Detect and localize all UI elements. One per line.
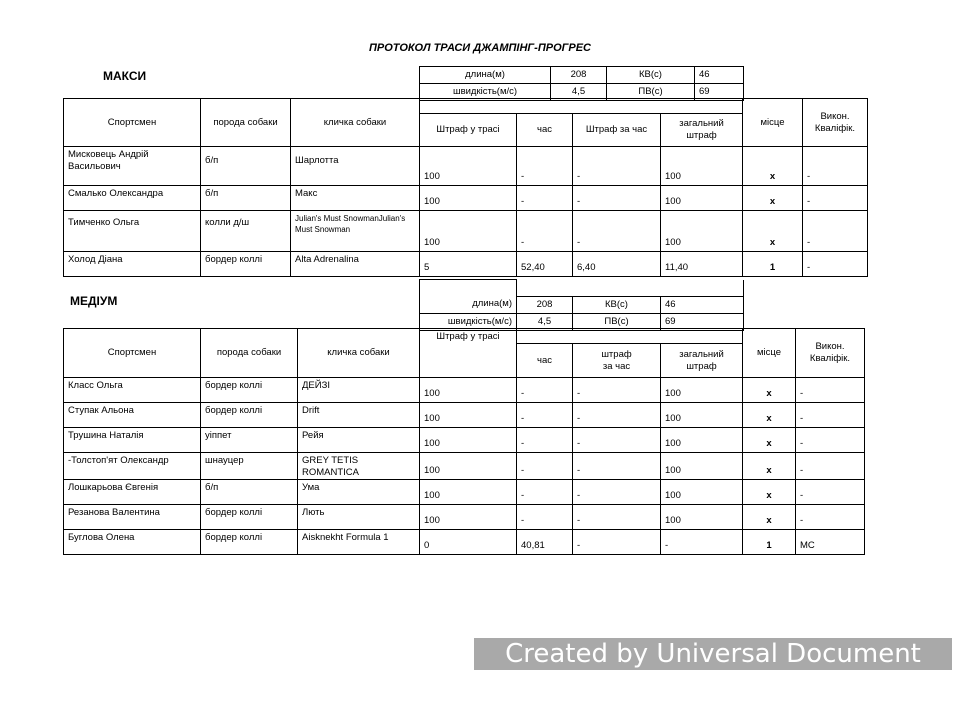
dog-name: Drift	[298, 403, 420, 428]
table-row	[64, 453, 865, 480]
place: x	[743, 186, 803, 211]
maxi-kv-label: КВ(с)	[607, 67, 695, 84]
section-title-medium: МЕДІУМ	[70, 294, 118, 308]
time: -	[517, 211, 573, 252]
athlete-name: Класс Ольга	[64, 378, 201, 403]
medium-header-qual: Викон. Кваліфік.	[796, 329, 865, 378]
medium-header-spacer	[517, 329, 743, 344]
time-penalty: -	[573, 480, 661, 505]
maxi-header-place: місце	[743, 99, 803, 147]
place: x	[743, 378, 796, 403]
maxi-kv-value: 46	[695, 67, 744, 84]
total-penalty: 100	[661, 428, 743, 453]
place: x	[743, 480, 796, 505]
maxi-length-label: длина(м)	[420, 67, 551, 84]
medium-speed-label: швидкість(м/с)	[420, 313, 517, 330]
total-penalty: 100	[661, 211, 743, 252]
table-row	[64, 252, 868, 277]
time: -	[517, 480, 573, 505]
maxi-header-time-penalty: Штраф за час	[573, 114, 661, 147]
total-penalty: 11,40	[661, 252, 743, 277]
total-penalty: 100	[661, 147, 743, 186]
medium-kv-value: 46	[661, 296, 744, 313]
dog-breed: шнауцер	[201, 453, 298, 480]
qualification: -	[796, 453, 865, 480]
maxi-header-time: час	[517, 114, 573, 147]
place: x	[743, 428, 796, 453]
medium-header-time-penalty	[573, 344, 661, 378]
info-spacer	[420, 280, 517, 297]
time: -	[517, 428, 573, 453]
time-penalty: -	[573, 186, 661, 211]
qualification: -	[796, 480, 865, 505]
time: -	[517, 378, 573, 403]
place: x	[743, 505, 796, 530]
dog-breed: бордер коллі	[201, 378, 298, 403]
medium-length-label: длина(м)	[420, 296, 517, 313]
total-penalty: 100	[661, 505, 743, 530]
place: x	[743, 403, 796, 428]
time: 52,40	[517, 252, 573, 277]
athlete-name: Тимченко Ольга	[64, 211, 201, 252]
medium-header-course-penalty: Штраф у трасі	[420, 329, 517, 378]
table-row	[64, 530, 865, 555]
total-penalty: 100	[661, 186, 743, 211]
table-row	[64, 403, 865, 428]
time-penalty: -	[573, 378, 661, 403]
total-penalty: 100	[661, 403, 743, 428]
medium-pv-label: ПВ(с)	[573, 313, 661, 330]
qualification: МС	[796, 530, 865, 555]
course-penalty: 100	[420, 147, 517, 186]
section-title-maxi: МАКСИ	[103, 69, 147, 83]
time: -	[517, 403, 573, 428]
dog-name: GREY TETIS ROMANTICA	[298, 453, 420, 480]
maxi-header-dog: кличка собаки	[291, 99, 420, 147]
qualification: -	[796, 428, 865, 453]
course-penalty: 100	[420, 211, 517, 252]
dog-breed: колли д/ш	[201, 211, 291, 252]
time: -	[517, 186, 573, 211]
medium-kv-label: КВ(с)	[573, 296, 661, 313]
medium-header-breed: порода собаки	[201, 329, 298, 378]
athlete-name: Смалько Олександра	[64, 186, 201, 211]
qualification: -	[803, 147, 868, 186]
qualification: -	[803, 186, 868, 211]
time-penalty: -	[573, 453, 661, 480]
time-penalty: -	[573, 147, 661, 186]
maxi-results-table	[63, 98, 868, 277]
course-penalty: 100	[420, 378, 517, 403]
medium-header-total-penalty: загальний штраф	[661, 344, 743, 378]
table-row	[64, 505, 865, 530]
medium-length-value: 208	[517, 296, 573, 313]
dog-name: Макс	[291, 186, 420, 211]
dog-breed: бордер коллі	[201, 403, 298, 428]
dog-name: ДЕЙЗІ	[298, 378, 420, 403]
maxi-header-qual: Викон. Кваліфік.	[803, 99, 868, 147]
maxi-course-info	[419, 66, 744, 101]
place: x	[743, 453, 796, 480]
maxi-header-course-penalty: Штраф у трасі	[420, 114, 517, 147]
table-row	[64, 186, 868, 211]
course-penalty: 100	[420, 480, 517, 505]
dog-name: Шарлотта	[291, 147, 420, 186]
course-penalty: 100	[420, 505, 517, 530]
course-penalty: 5	[420, 252, 517, 277]
table-row	[64, 480, 865, 505]
dog-name: Aisknekht Formula 1	[298, 530, 420, 555]
time-penalty-line1: штраф	[601, 348, 632, 360]
athlete-name: Холод Діана	[64, 252, 201, 277]
qualification: -	[803, 211, 868, 252]
course-penalty: 100	[420, 403, 517, 428]
maxi-header-athlete: Спортсмен	[64, 99, 201, 147]
course-penalty: 100	[420, 453, 517, 480]
qualification: -	[796, 403, 865, 428]
time-penalty: -	[573, 403, 661, 428]
maxi-pv-label: ПВ(с)	[607, 84, 695, 101]
medium-results-table	[63, 328, 865, 555]
qualification: -	[796, 505, 865, 530]
medium-header-dog: кличка собаки	[298, 329, 420, 378]
athlete-name: Ступак Альона	[64, 403, 201, 428]
time-penalty: -	[573, 428, 661, 453]
medium-course-info	[419, 279, 744, 331]
medium-header-athlete: Спортсмен	[64, 329, 201, 378]
maxi-header-total-penalty: загальний штраф	[661, 114, 743, 147]
time: -	[517, 147, 573, 186]
dog-breed: бордер коллі	[201, 505, 298, 530]
medium-header-time: час	[517, 344, 573, 378]
table-row	[64, 147, 868, 186]
dog-breed: бордер коллі	[201, 252, 291, 277]
watermark-banner: Created by Universal Document Converter	[474, 638, 952, 670]
course-penalty: 100	[420, 186, 517, 211]
athlete-name: Буглова Олена	[64, 530, 201, 555]
dog-breed: б/п	[201, 147, 291, 186]
dog-name: Рейя	[298, 428, 420, 453]
athlete-name: Резанова Валентина	[64, 505, 201, 530]
athlete-name: -Толстоп'ят Олександр	[64, 453, 201, 480]
dog-name: Ума	[298, 480, 420, 505]
table-row	[64, 211, 868, 252]
place: x	[743, 211, 803, 252]
qualification: -	[803, 252, 868, 277]
total-penalty: -	[661, 530, 743, 555]
place: x	[743, 147, 803, 186]
document-title: ПРОТОКОЛ ТРАСИ ДЖАМПІНГ-ПРОГРЕС	[369, 42, 591, 54]
time: -	[517, 453, 573, 480]
place: 1	[743, 252, 803, 277]
medium-speed-value: 4,5	[517, 313, 573, 330]
medium-pv-value: 69	[661, 313, 744, 330]
maxi-length-value: 208	[551, 67, 607, 84]
course-penalty: 100	[420, 428, 517, 453]
info-spacer	[661, 280, 744, 297]
info-spacer	[517, 280, 573, 297]
maxi-header-breed: порода собаки	[201, 99, 291, 147]
athlete-name: Лошкарьова Євгенія	[64, 480, 201, 505]
time: -	[517, 505, 573, 530]
total-penalty: 100	[661, 453, 743, 480]
total-penalty: 100	[661, 480, 743, 505]
dog-breed: уіппет	[201, 428, 298, 453]
info-spacer	[573, 280, 661, 297]
dog-breed: б/п	[201, 480, 298, 505]
dog-name: Alta Adrenalina	[291, 252, 420, 277]
athlete-name: Трушина Наталія	[64, 428, 201, 453]
dog-name: Лють	[298, 505, 420, 530]
total-penalty: 100	[661, 378, 743, 403]
table-row	[64, 378, 865, 403]
medium-header-place: місце	[743, 329, 796, 378]
maxi-speed-label: швидкість(м/с)	[420, 84, 551, 101]
time-penalty: -	[573, 505, 661, 530]
time-penalty: -	[573, 530, 661, 555]
table-row	[64, 428, 865, 453]
course-penalty: 0	[420, 530, 517, 555]
time-penalty: -	[573, 211, 661, 252]
qualification: -	[796, 378, 865, 403]
time-penalty: 6,40	[573, 252, 661, 277]
maxi-pv-value: 69	[695, 84, 744, 101]
dog-breed: б/п	[201, 186, 291, 211]
time: 40,81	[517, 530, 573, 555]
maxi-speed-value: 4,5	[551, 84, 607, 101]
athlete-name: Мисковець Андрій Васильович	[64, 147, 201, 186]
dog-breed: бордер коллі	[201, 530, 298, 555]
maxi-header-spacer	[420, 99, 743, 114]
place: 1	[743, 530, 796, 555]
dog-name: Julian's Must SnowmanJulian's Must Snowman	[291, 211, 420, 252]
time-penalty-line2: за час	[602, 360, 631, 372]
